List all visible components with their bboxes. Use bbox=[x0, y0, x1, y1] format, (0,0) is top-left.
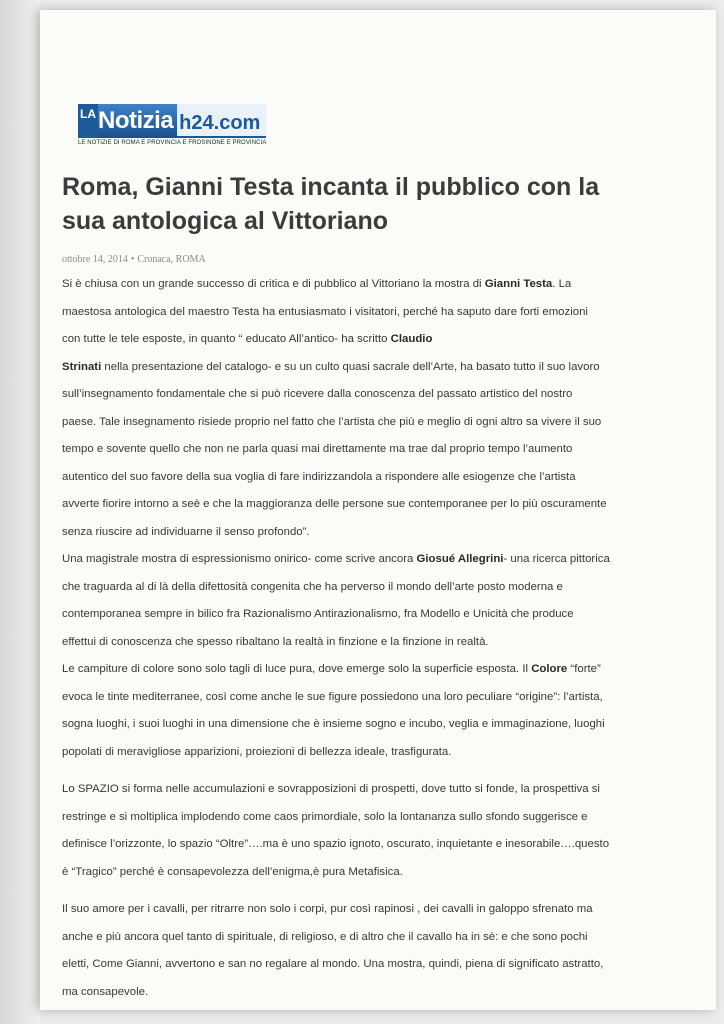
text-line bbox=[62, 831, 662, 859]
text-line bbox=[62, 574, 662, 602]
text-line bbox=[62, 299, 662, 327]
text-line bbox=[62, 924, 662, 952]
text-line bbox=[62, 739, 662, 767]
text-line bbox=[62, 326, 662, 354]
text-segment: effettui di conoscenza che spesso ribaltano la realtà in finzione e la finzione in realtà. bbox=[62, 635, 489, 648]
text-line bbox=[62, 776, 662, 804]
logo-la: LA bbox=[78, 104, 98, 138]
text-segment: . La bbox=[552, 278, 572, 290]
text-segment: “forte” bbox=[567, 663, 601, 675]
article-meta bbox=[62, 254, 206, 265]
text-line bbox=[62, 381, 662, 409]
site-logo[interactable] bbox=[78, 104, 290, 146]
text-segment: è “Tragico” perché è consapevolezza dell’enigma,è pura Metafisica. bbox=[62, 865, 403, 878]
text-segment: popolati di meravigliose apparizioni, proiezioni di bellezza ideale, trasfigurata. bbox=[62, 745, 452, 758]
text-line bbox=[62, 804, 662, 832]
article-title: Roma, Gianni Testa incanta il pubblico con la sua antologica al Vittoriano bbox=[62, 173, 600, 235]
text-line bbox=[62, 979, 662, 1007]
text-line bbox=[62, 491, 662, 519]
logo-main: Notizia bbox=[98, 104, 177, 138]
text-segment: eletti, Come Gianni, avvertono e san no regalare al mondo. Una mostra, quindi, piena di significato astratto, bbox=[62, 958, 604, 970]
paragraph-4 bbox=[62, 776, 662, 886]
text-line bbox=[62, 464, 662, 492]
text-segment: paese. Tale insegnamento risiede proprio nel fatto che l’artista che più e meglio di ogni altro sa vivere il suo bbox=[62, 415, 602, 428]
text-segment: Si è chiusa con un grande successo di critica e di pubblico al Vittoriano la mostra di bbox=[62, 278, 485, 290]
text-line bbox=[62, 711, 662, 739]
logo-suffix: h24.com bbox=[177, 104, 266, 138]
bold-name: Gianni Testa bbox=[484, 278, 553, 290]
text-segment: definisce l’orizzonte, lo spazio “Oltre”….ma è uno spazio ignoto, oscurato, inquietante e inesorabile….questo bbox=[62, 838, 610, 850]
bold-name: Giosué Allegrini bbox=[416, 553, 504, 565]
paragraph-5 bbox=[62, 896, 662, 1006]
text-segment: tempo e sovente quello che non ne parla quasi mai direttamente ma trae dal proprio tempo l’aumento bbox=[62, 443, 573, 455]
bold-name: Colore bbox=[531, 663, 568, 675]
text-segment: che traguarda al di là della difettosità congenita che ha perverso il mondo dell’arte posto moderna e bbox=[62, 580, 563, 593]
paragraph-1 bbox=[62, 271, 662, 546]
text-segment: contemporanea sempre in bilico fra Razionalismo Antirazionalismo, fra Modello e Unicità che produce bbox=[62, 608, 574, 620]
meta-separator: • bbox=[130, 254, 135, 265]
text-segment: Lo SPAZIO si forma nelle accumulazioni e sovrapposizioni di prospetti, dove tutto si fonde, la prospettiva si bbox=[62, 783, 600, 795]
paragraph-3 bbox=[62, 656, 662, 766]
text-line bbox=[62, 629, 662, 657]
text-line bbox=[62, 684, 662, 712]
text-segment: evoca le tinte mediterranee, così come anche le sue figure possiedono una loro peculiare “origine”: l’artista, bbox=[62, 690, 603, 703]
text-line bbox=[62, 354, 662, 382]
article-category[interactable]: Cronaca, ROMA bbox=[137, 254, 206, 265]
text-segment: anche e più ancora quel tanto di spirituale, di religioso, e di altro che il cavallo ha in sè: e che sono pochi bbox=[62, 930, 588, 943]
text-line bbox=[62, 896, 662, 924]
text-segment: sull’insegnamento fondamentale che si può ricevere dalla conoscenza del passato artistico del nostro bbox=[62, 388, 573, 400]
text-line bbox=[62, 436, 662, 464]
page-edge-shadow bbox=[0, 0, 40, 1024]
text-segment: autentico del suo favore della sua voglia di fare indirizzandola a rispondere alle esiogenze che l’artista bbox=[62, 470, 576, 483]
text-line bbox=[62, 546, 662, 574]
text-segment: maestosa antologica del maestro Testa ha entusiasmato i visitatori, perché ha saputo dare forti emozioni bbox=[62, 305, 588, 318]
bold-name: Strinati bbox=[62, 360, 102, 373]
bold-name: Claudio bbox=[390, 333, 433, 345]
text-line bbox=[62, 951, 662, 979]
text-segment: Il suo amore per i cavalli, per ritrarre non solo i corpi, pur così rapinosi , dei cavalli in galoppo sfrenato ma bbox=[62, 903, 593, 915]
text-segment: senza riuscire ad individuarne il senso profondo”. bbox=[62, 525, 310, 538]
text-segment: Le campiture di colore sono solo tagli di luce pura, dove emerge solo la superficie esposta. Il bbox=[62, 663, 532, 675]
text-segment: nella presentazione del catalogo- e su un culto quasi sacrale dell’Arte, ha basato tutto il suo lavoro bbox=[101, 360, 600, 373]
logo-bar bbox=[78, 104, 290, 138]
text-line bbox=[62, 601, 662, 629]
text-segment: avverte fiorire intorno a seè e che la maggioranza delle persone sue contemporanee per lo più oscuramente bbox=[62, 498, 607, 510]
text-segment: restringe e si moltiplica implodendo come caos primordiale, solo la lontananza sullo sfondo suggerisce e bbox=[62, 810, 588, 823]
paragraph-gap bbox=[62, 766, 662, 776]
text-line bbox=[62, 271, 662, 299]
text-segment: ma consapevole. bbox=[62, 985, 149, 998]
text-line bbox=[62, 656, 662, 684]
text-segment: sogna luoghi, i suoi luoghi in una dimensione che è insieme sogno e incubo, veglia e immaginazione, luoghi bbox=[62, 718, 605, 730]
text-line bbox=[62, 859, 662, 887]
article-date: ottobre 14, 2014 bbox=[62, 254, 128, 265]
paragraph-2 bbox=[62, 546, 662, 656]
logo-tagline: LE NOTIZIE DI ROMA E PROVINCIA E FROSINONE E PROVINCIA bbox=[78, 140, 267, 146]
text-line bbox=[62, 519, 662, 547]
text-segment: con tutte le tele esposte, in quanto “ educato All’antico- ha scritto bbox=[62, 333, 391, 345]
text-segment: - una ricerca pittorica bbox=[503, 553, 610, 565]
text-line bbox=[62, 409, 662, 437]
article-body bbox=[62, 271, 662, 1006]
text-segment: Una magistrale mostra di espressionismo onirico- come scrive ancora bbox=[62, 553, 417, 565]
paragraph-gap bbox=[62, 886, 662, 896]
